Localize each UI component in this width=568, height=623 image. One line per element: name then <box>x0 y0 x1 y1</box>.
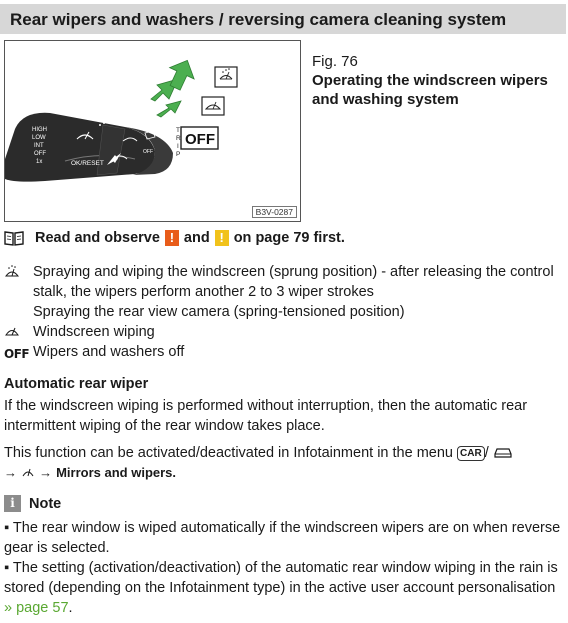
wiper-stalk-illustration <box>5 41 300 221</box>
note-header <box>4 495 61 512</box>
function-text: Wipers and washers off <box>33 344 185 360</box>
label-off: OFF <box>34 151 46 157</box>
read-observe-suffix: on page 79 first. <box>233 230 345 246</box>
trip-t: T <box>176 127 180 134</box>
label-1x: 1x <box>36 159 43 165</box>
auto-rear-activation: This function can be activated/deactivated in Infotainment in the menu CAR / → → Mirrors and wipers. <box>4 443 564 483</box>
function-row-wipe <box>4 322 564 342</box>
activation-prefix: This function can be activated/deactivated in Infotainment in the menu <box>4 445 453 461</box>
figure-code: B3V-0287 <box>252 206 297 218</box>
function-text: Spraying and wiping the windscreen (sprung position) - after releasing the control stalk, the wipers perform another 2 to 3 wiper strokes <box>33 264 554 300</box>
car-button-icon: CAR <box>457 446 485 461</box>
auto-rear-title: Automatic rear wiper <box>4 376 149 392</box>
function-text: Spraying the rear view camera (spring-tensioned position) <box>33 304 405 320</box>
warning-yellow-icon: ! <box>215 230 229 246</box>
label-stalk-off: OFF <box>143 149 153 155</box>
label-ok-reset: OK/RESET <box>71 160 104 167</box>
menu-item-mirrors-wipers: Mirrors and wipers. <box>56 465 177 480</box>
green-arrow-up-small <box>157 101 181 117</box>
label-int: INT <box>34 143 44 149</box>
info-icon: i <box>4 495 21 512</box>
note-text: The setting (activation/deactivation) of the automatic rear window wiping in the rain is stored (depending on the Infotainment type) in the active user account personalisation <box>4 560 558 596</box>
callout-off-label: OFF <box>185 131 215 148</box>
read-observe-and: and <box>183 230 210 246</box>
function-row-off <box>4 342 564 364</box>
warning-red-icon: ! <box>165 230 179 246</box>
function-list <box>4 262 564 364</box>
read-observe-prefix: Read and observe <box>35 230 160 246</box>
wiper-settings-icon <box>21 466 35 478</box>
function-text: Windscreen wiping <box>33 324 155 340</box>
note-item-2: ▪ The setting (activation/deactivation) of the automatic rear window wiping in the rain is stored (depending on the Infotainment type) in the active user account personalisation » page 57. <box>4 560 558 616</box>
open-book-icon <box>4 230 24 246</box>
read-observe-line <box>4 230 345 246</box>
wipe-icon <box>4 322 33 342</box>
washer-wipe-icon <box>4 262 33 322</box>
page-link[interactable]: » page 57 <box>4 600 69 616</box>
section-title: Rear wipers and washers / reversing camera cleaning system <box>10 10 507 29</box>
bullet-icon: ▪ <box>4 520 13 536</box>
auto-rear-text: If the windscreen wiping is performed without interruption, then the automatic rear intermittent wiping of the rear window takes place. <box>4 398 528 434</box>
menu-arrow-2: → <box>39 465 53 480</box>
function-row-washer <box>4 262 564 322</box>
label-high: HIGH <box>32 127 47 133</box>
trip-r: R <box>176 135 181 142</box>
figure-illustration <box>4 40 301 222</box>
note-item-1 <box>4 518 564 558</box>
stalk-body <box>5 113 155 182</box>
note-text: The rear window is wiped automatically if the windscreen wipers are on when reverse gear is selected. <box>4 520 561 556</box>
label-low: LOW <box>32 135 46 141</box>
note-title: Note <box>29 495 62 512</box>
bullet-icon: ▪ <box>4 560 13 576</box>
callout-wipe-box <box>202 97 224 115</box>
menu-arrow-1: → <box>4 465 17 480</box>
figure-number: Fig. 76 <box>312 53 358 70</box>
trip-i: I <box>177 143 179 150</box>
trip-p: P <box>176 151 181 158</box>
section-header <box>0 4 566 34</box>
car-menu-icon <box>493 445 513 459</box>
figure-title: Operating the windscreen wipers and washing system <box>312 72 548 108</box>
off-glyph: OFF <box>4 347 30 361</box>
figure-caption <box>312 52 562 109</box>
